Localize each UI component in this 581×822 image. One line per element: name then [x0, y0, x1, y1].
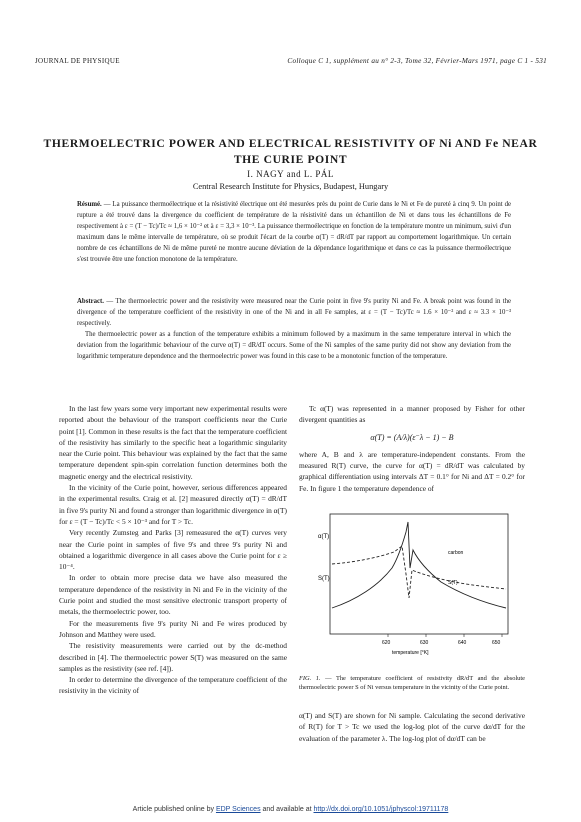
abstract-block [77, 296, 511, 362]
paragraph: In order to determine the divergence of the temperature coefficient of the resistivity in the vicinity of [59, 675, 287, 696]
authors: I. NAGY and L. PÁL [247, 169, 334, 179]
x-tick-label: 650 [492, 640, 501, 646]
paragraph: α(T) and S(T) are shown for Ni sample. Calculating the second derivative of R(T) for T > Tc we used the log-log plot of the curve dα/dT for the evaluation of the parameter λ. The log-log plot of dα/dT can be [299, 711, 525, 743]
paragraph: For the measurements five 9's purity Ni and Fe wires produced by Johnson and Matthey were used. [59, 618, 287, 639]
caption-label: FIG. 1. [299, 675, 321, 682]
abstract-label: Abstract. [77, 298, 104, 305]
x-tick-label: 640 [458, 640, 467, 646]
legend-bottom: S(T) [448, 580, 458, 586]
affiliation: Central Research Institute for Physics, Budapest, Hungary [192, 182, 389, 191]
doi-link[interactable]: http://dx.doi.org/10.1051/jphyscol:19711178 [313, 806, 449, 813]
paragraph: The resistivity measurements were carried out by the dc-method described in [4]. The thermoelectric power S(T) was measured on the same samples as the resistivity (see ref. [4]). [59, 641, 287, 673]
paragraph: In the last few years some very important new experimental results were reported about the behaviour of the transport coefficients near the Curie point [1]. Common in these results is the fact that the temperature coefficient of the resistivity has similarly to the specific heat a logarithmic singularity near the Curie point. This behaviour was explained by the fact that the same temperature dependent spin-spin correlation function determines both the magnetic energy and the electrical resistivity. [59, 404, 287, 481]
equation: α(T) = (A/λ)(ε⁻λ − 1) − B [370, 432, 454, 442]
resume-label: Résumé. [77, 201, 102, 208]
right-column-continued [299, 710, 525, 744]
right-column [299, 403, 525, 494]
x-tick-label: 630 [420, 640, 429, 646]
y-label-bottom: S(T) [318, 576, 330, 582]
paragraph: where A, B and λ are temperature-independent constants. From the measured R(T) curve, the curve for α(T) = dR/dT was calculated by graphical differentiation using intervals ΔT = 0.1° for Ni and ΔT = 0.2° for Fe. In figure 1 the temperature dependence of [299, 449, 525, 493]
abstract-text-1: — The thermoelectric power and the resistivity were measured near the Curie point in five 9's purity Ni and Fe. A break point was found in the divergence of the temperature coefficient of the resistivity in one of the Ni and in all Fe samples, at ε = (T − Tc)/Tc ≈ 1.6 × 10⁻² and ε ≈ 3.3 × 10⁻³ respectively. [77, 298, 512, 327]
left-column [59, 403, 287, 697]
edp-sciences-link[interactable]: EDP Sciences [215, 806, 261, 813]
legend-top: carbon [448, 550, 464, 556]
figure-1 [316, 508, 513, 658]
y-label-top: α(T) [318, 534, 330, 540]
resume-text: — La puissance thermoélectrique et la résistivité électrique ont été mesurées près du point de Curie dans le Ni et Fe de pureté à cinq 9. Un point de rupture a été trouvé dans la divergence du coefficient de température de la résistivité dans un échantillon de Ni et dans tous les échantillons de Fe respectivement à ε = (T − Tc)/Tc ≈ 1,6 × 10⁻² et à ε = 3,3 × 10⁻³. La puissance thermoélectrique en fonction de la température montre un minimum, suivi d'un maximum dans le même intervalle de température, où se produit l'écart de la courbe α(T) = dR/dT par rapport au comportement logarithmique. Un certain nombre de ces échantillons de Ni de même pureté ne montre aucune déviation de la dépendance logarithmique et dans ce cas la puissance thermoélectrique s'est trouvée être une fonction monotone de la température. [77, 201, 511, 263]
paragraph: In order to obtain more precise data we have also measured the temperature dependence of the resistivity in Ni and Fe in the vicinity of the Curie point and studied the most sensitive electronic transport property of metals, the thermoelectric power, too. [59, 573, 287, 617]
paragraph: Tc α(T) was represented in a manner proposed by Fisher for other divergent quantities as [299, 404, 525, 425]
footer-middle: and available at [260, 806, 314, 813]
journal-name: JOURNAL DE PHYSIQUE [35, 57, 120, 65]
footer-prefix: Article published online by [132, 806, 216, 813]
caption-text: — The temperature coefficient of resistivity dR/dT and the absolute thermoelectric power S of Ni versus temperature in the vicinity of the Curie point. [299, 675, 525, 691]
footer [20, 806, 561, 813]
resume-block [77, 199, 511, 265]
plot-frame [330, 514, 508, 634]
abstract-text-2: The thermoelectric power as a function of the temperature exhibits a minimum followed by a maximum in the same temperature interval in which the deviation from the logarithmic behaviour of the curve α(T) = dR/dT occurs. Some of the Ni samples of the same purity did not show any deviation from the logarithmic temperature dependence and the thermoelectric power was found in this case to be a monotonic function of the temperature. [77, 331, 511, 360]
x-tick-label: 620 [382, 640, 391, 646]
figure-plot [316, 508, 513, 658]
issue-info: Colloque C 1, supplément au n° 2-3, Tome 32, Février-Mars 1971, page C 1 - 531 [287, 57, 547, 65]
x-axis-label: temperature [°K] [392, 650, 429, 656]
alpha-curve [332, 522, 506, 608]
paper-title: THERMOELECTRIC POWER AND ELECTRICAL RESISTIVITY OF Ni AND Fe NEAR THE CURIE POINT [43, 137, 538, 166]
paragraph: In the vicinity of the Curie point, however, serious differences appeared in the experimental results. Craig et al. [2] measured directly α(T) = dR/dT in five 9's purity Ni and found a stronger than logarithmic divergence in α(T) for ε = (T − Tc)/Tc < 5 × 10⁻³ and for T > Tc. [59, 483, 287, 526]
figure-caption [299, 675, 525, 692]
s-curve [332, 546, 506, 598]
paragraph: Very recently Zumsteg and Parks [3] remeasured the α(T) curves very near the Curie point in samples of five 9's and three 9's purity Ni and obtained a logarithmic divergence in all cases above the Curie point for ε ≥ 10⁻⁴. [59, 528, 287, 572]
